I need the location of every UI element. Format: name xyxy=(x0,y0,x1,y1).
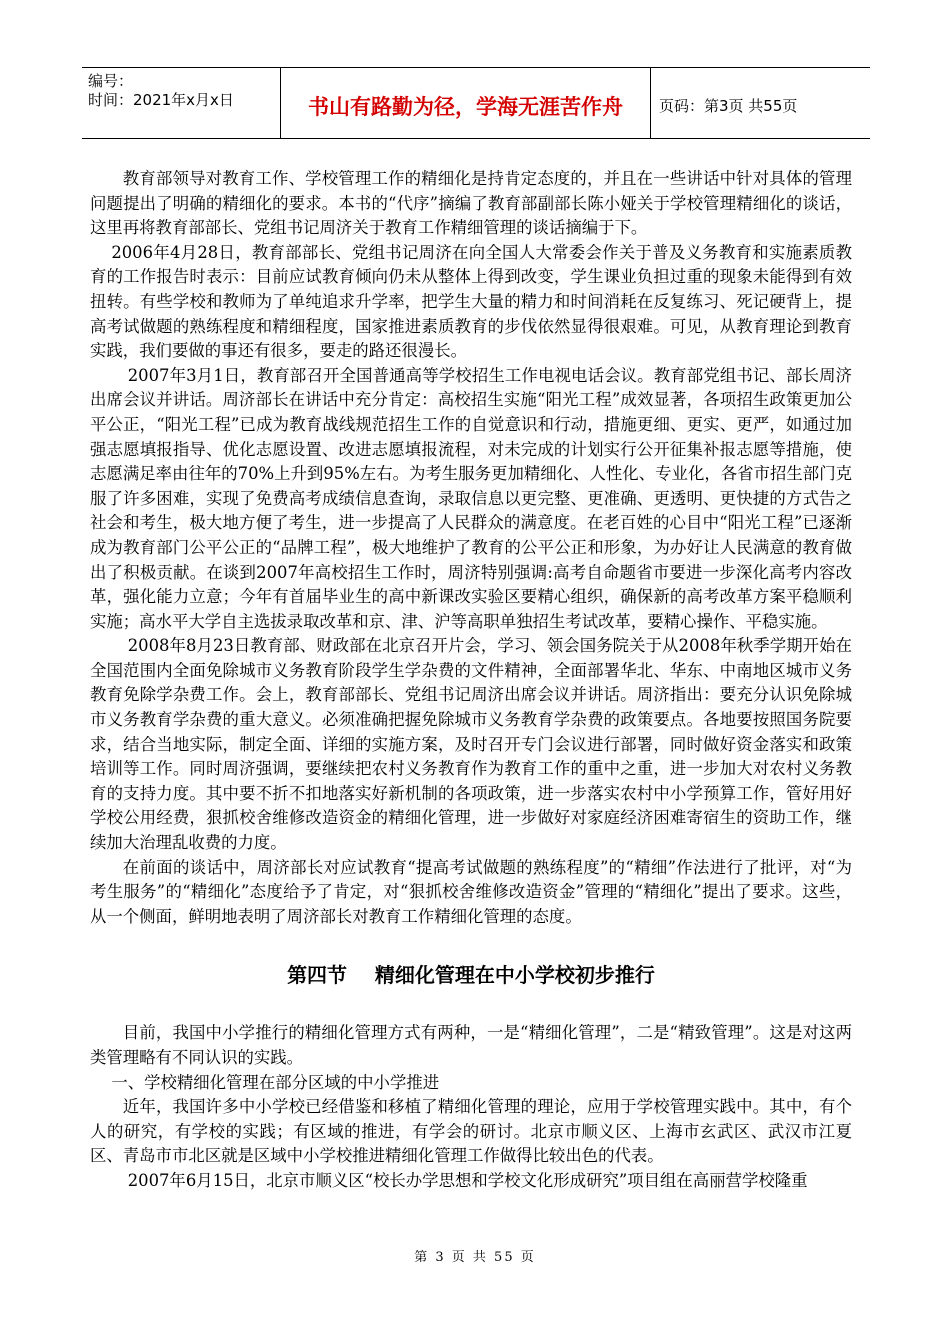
header-motto: 书山有路勤为径，学海无涯苦作舟 xyxy=(281,68,651,138)
page-footer: 第 3 页 共 55 页 xyxy=(414,1250,536,1265)
header-time-label: 时间：2021年x月x日 xyxy=(88,91,234,109)
paragraph: 2008年8月23日教育部、财政部在北京召开片会，学习、领会国务院关于从2008年秋季学期开始在全国范围内全面免除城市义务教育阶段学生学杂费的文件精神，全面部署华北、华东、中南地区城市义务教育免除学杂费工作。会上，教育部部长、党组书记周济出席会议并讲话。周济指出：要充分认识免除城市义务教育学杂费的重大意义。必须准确把握免除城市义务教育学杂费的政策要点。各地要按照国务院要求，结合当地实际，制定全面、详细的实施方案，及时召开专门会议进行部署，同时做好资金落实和政策培训等工作。同时周济强调，要继续把农村义务教育作为教育工作的重中之重，进一步加大对农村义务教育的支持力度。其中要不折不扣地落实好新机制的各项政策，进一步落实农村中小学预算工作，管好用好学校公用经费，狠抓校舍维修改造资金的精细化管理，进一步做好对家庭经济困难寄宿生的资助工作，继续加大治理乱收费的力度。 xyxy=(90,636,852,853)
header-page-label: 页码：第3页 共55页 xyxy=(659,96,798,115)
paragraph: 近年，我国许多中小学校已经借鉴和移植了精细化管理的理论，应用于学校管理实践中。其中，有个人的研究，有学校的实践；有区域的推进，有学会的研讨。北京市顺义区、上海市玄武区、武汉市江夏区、青岛市市北区就是区域中小学校推进精细化管理工作做得比较出色的代表。 xyxy=(90,1097,852,1166)
header-meta xyxy=(82,68,281,138)
page-header xyxy=(82,67,870,139)
paragraph: 在前面的谈话中，周济部长对应试教育“提高考试做题的熟练程度”的“精细”作法进行了批评，对“为考生服务”的“精细化”态度给予了肯定，对“狠抓校舍维修改造资金”管理的“精细化”提出了要求。这些，从一个侧面，鲜明地表明了周济部长对教育工作精细化管理的态度。 xyxy=(90,857,852,926)
subheading: 一、学校精细化管理在部分区域的中小学推进 xyxy=(111,1072,440,1092)
section-title-text: 第四节 精细化管理在中小学校初步推行 xyxy=(287,963,655,988)
section-title xyxy=(90,963,852,987)
paragraph: 2006年4月28日，教育部部长、党组书记周济在向全国人大常委会作关于普及义务教育和实施素质教育的工作报告时表示：目前应试教育倾向仍未从整体上得到改变，学生课业负担过重的现象未能得到有效扭转。有些学校和教师为了单纯追求升学率，把学生大量的精力和时间消耗在反复练习、死记硬背上，提高考试做题的熟练程度和精细程度，国家推进素质教育的步伐依然显得很艰难。可见，从教育理论到教育实践，我们要做的事还有很多，要走的路还很漫长。 xyxy=(90,242,852,361)
paragraph: 2007年6月15日，北京市顺义区“校长办学思想和学校文化形成研究”项目组在高丽营学校隆重 xyxy=(127,1170,808,1190)
paragraph: 2007年3月1日，教育部召开全国普通高等学校招生工作电视电话会议。教育部党组书记、部长周济出席会议并讲话。周济部长在讲话中充分肯定：高校招生实施“阳光工程”成效显著，各项招生政策更加公平公正，“阳光工程”已成为教育战线规范招生工作的自觉意识和行动，措施更细、更实、更严，如通过加强志愿填报指导、优化志愿设置、改进志愿填报流程，对未完成的计划实行公开征集补报志愿等措施，使志愿满足率由往年的70%上升到95%左右。为考生服务更加精细化、人性化、专业化，各省市招生部门克服了许多困难，实现了免费高考成绩信息查询，录取信息以更完整、更准确、更透明、更快捷的方式告之社会和考生，极大地方便了考生，进一步提高了人民群众的满意度。在老百姓的心目中“阳光工程”已逐渐成为教育部门公平公正的“品牌工程”，极大地维护了教育的公平公正和形象，为办好让人民满意的教育做出了积极贡献。在谈到2007年高校招生工作时，周济特别强调:高考自命题省市要进一步深化高考内容改革，强化能力立意；今年有首届毕业生的高中新课改实验区要精心组织，确保新的高考改革方案平稳顺利实施；高水平大学自主选拔录取改革和京、津、沪等高职单独招生考试改革，要精心操作、平稳实施。 xyxy=(90,365,852,631)
body-text xyxy=(90,167,852,1194)
paragraph: 教育部领导对教育工作、学校管理工作的精细化是持肯定态度的，并且在一些讲话中针对具体的管理问题提出了明确的精细化的要求。本书的“代序”摘编了教育部副部长陈小娅关于学校管理精细化的谈话，这里再将教育部部长、党组书记周济关于教育工作精细管理的谈话摘编于下。 xyxy=(90,169,852,238)
paragraph: 目前，我国中小学推行的精细化管理方式有两种，一是“精细化管理”，二是“精致管理”。这是对这两类管理略有不同认识的实践。 xyxy=(90,1023,852,1067)
header-number-label: 编号： xyxy=(88,72,134,90)
